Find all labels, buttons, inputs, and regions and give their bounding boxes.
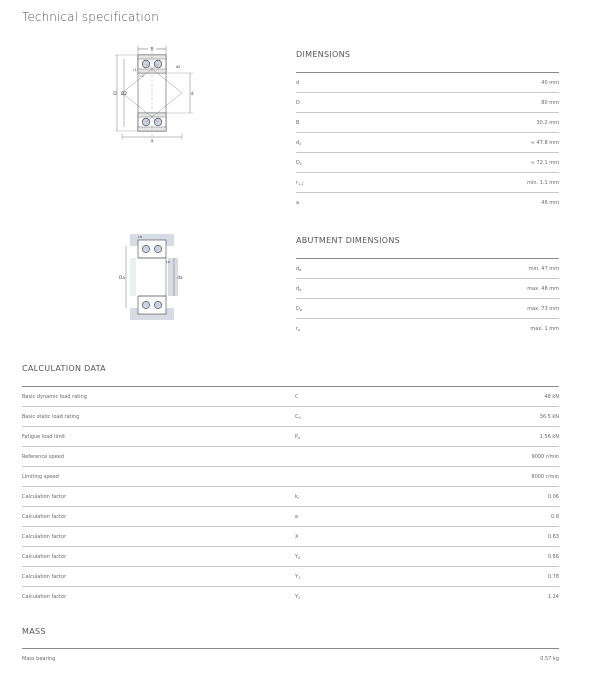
dimension-value: ≈ 72.1 mm	[530, 160, 559, 166]
mass-row	[22, 648, 559, 668]
calculation-value: 1.56 kN	[539, 434, 559, 440]
dimension-row	[296, 152, 559, 172]
calculation-row	[22, 586, 559, 606]
bearing-dimension-drawing	[108, 44, 200, 146]
calculation-value: 0.06	[547, 494, 559, 500]
abutment-row	[296, 278, 559, 298]
calculation-row	[22, 566, 559, 586]
drawing-label-D: D	[113, 92, 117, 97]
drawing-label-r2: r2	[140, 74, 144, 78]
calculation-symbol: $Y_2$	[295, 594, 301, 600]
dimension-symbol: $r_{1,2}$	[296, 180, 304, 186]
dimension-value: min. 1.1 mm	[527, 180, 559, 186]
calculation-symbol: $P_u$	[295, 434, 301, 440]
calculation-row	[22, 406, 559, 426]
calculation-row	[22, 526, 559, 546]
abutment-value: max. 73 mm	[527, 306, 559, 312]
abutment-drawing	[116, 232, 182, 322]
dimension-symbol: d	[296, 80, 300, 86]
dimension-symbol: $D_2$	[296, 160, 303, 166]
dimension-value: 80 mm	[541, 100, 559, 106]
calculation-row	[22, 506, 559, 526]
mass-label: Mass bearing	[22, 656, 56, 662]
dimension-row	[296, 172, 559, 192]
drawing-label-ra-top: ra	[138, 235, 142, 239]
drawing-label-d: d	[190, 92, 194, 97]
calculation-row	[22, 486, 559, 506]
dimension-row	[296, 192, 559, 212]
drawing-label-a: a	[150, 139, 154, 144]
calculation-value: 8000 r/min	[531, 474, 559, 480]
abutment-symbol: $d_a$	[296, 266, 302, 272]
calculation-label: Calculation factor	[22, 594, 67, 600]
calculation-symbol: $Y_0$	[295, 554, 301, 560]
abutment-symbol: $D_a$	[296, 306, 303, 312]
dimensions-title: DIMENSIONS	[296, 50, 351, 59]
mass-title: MASS	[22, 627, 46, 636]
dimension-value: 30.2 mm	[536, 120, 559, 126]
calculation-value: 0.66	[547, 554, 559, 560]
abutment-table	[296, 258, 559, 338]
calculation-symbol: C	[295, 394, 299, 400]
calculation-symbol: $C_0$	[295, 414, 301, 420]
abutment-value: min. 47 mm	[528, 266, 559, 272]
calculation-symbol: $k_r$	[295, 494, 300, 500]
dimension-symbol: $d_2$	[296, 140, 302, 146]
calculation-symbol: e	[295, 514, 299, 520]
abutment-symbol: $d_a$	[296, 286, 302, 292]
calculation-label: Calculation factor	[22, 534, 67, 540]
dimension-row	[296, 92, 559, 112]
calculation-label: Calculation factor	[22, 514, 67, 520]
drawing-label-ra-mid: ra	[166, 260, 170, 264]
dimension-symbol: a	[296, 200, 300, 206]
drawing-label-D2: D2	[120, 92, 128, 97]
calculation-symbol: $Y_1$	[295, 574, 301, 580]
calculation-label: Basic static load rating	[22, 414, 80, 420]
dimension-row	[296, 112, 559, 132]
dimension-row	[296, 132, 559, 152]
calculation-value: 0.78	[547, 574, 559, 580]
drawing-label-Da: Da	[119, 276, 125, 281]
mass-table	[22, 648, 559, 668]
calculation-value: 0.8	[551, 514, 559, 520]
calculation-value: 9000 r/min	[531, 454, 559, 460]
dimensions-table	[296, 72, 559, 212]
drawing-label-r1: r1	[133, 68, 137, 72]
calculation-row	[22, 386, 559, 406]
calculation-value: 48 kN	[544, 394, 559, 400]
drawing-label-d2: d2	[175, 64, 181, 69]
dimension-row	[296, 72, 559, 92]
abutment-row	[296, 298, 559, 318]
calculation-value: 36.5 kN	[539, 414, 559, 420]
calculation-label: Fatigue load limit	[22, 434, 66, 440]
calculation-table	[22, 386, 559, 606]
abutment-value: max. 48 mm	[527, 286, 559, 292]
dimension-value: 40 mm	[541, 80, 559, 86]
abutment-title: ABUTMENT DIMENSIONS	[296, 236, 401, 245]
abutment-symbol: $r_a$	[296, 326, 301, 332]
dimension-value: ≈ 47.8 mm	[530, 140, 559, 146]
abutment-row	[296, 258, 559, 278]
page-title: Technical specification	[22, 10, 159, 24]
calculation-label: Reference speed	[22, 454, 64, 460]
abutment-row	[296, 318, 559, 338]
calculation-value: 1.24	[547, 594, 559, 600]
calculation-symbol: X	[295, 534, 299, 540]
dimension-symbol: B	[296, 120, 300, 126]
calculation-label: Basic dynamic load rating	[22, 394, 87, 400]
calculation-row	[22, 546, 559, 566]
calculation-label: Limiting speed	[22, 474, 59, 480]
calculation-row	[22, 426, 559, 446]
calculation-title: CALCULATION DATA	[22, 364, 106, 373]
calculation-label: Calculation factor	[22, 554, 67, 560]
dimension-value: 46 mm	[541, 200, 559, 206]
calculation-value: 0.63	[547, 534, 559, 540]
mass-value: 0.57 kg	[540, 656, 559, 662]
drawing-label-B: B	[150, 47, 154, 53]
dimension-symbol: D	[296, 100, 300, 106]
calculation-label: Calculation factor	[22, 574, 67, 580]
calculation-row	[22, 446, 559, 466]
calculation-label: Calculation factor	[22, 494, 67, 500]
calculation-row	[22, 466, 559, 486]
abutment-value: max. 1 mm	[530, 326, 559, 332]
drawing-label-da: da	[177, 276, 183, 281]
